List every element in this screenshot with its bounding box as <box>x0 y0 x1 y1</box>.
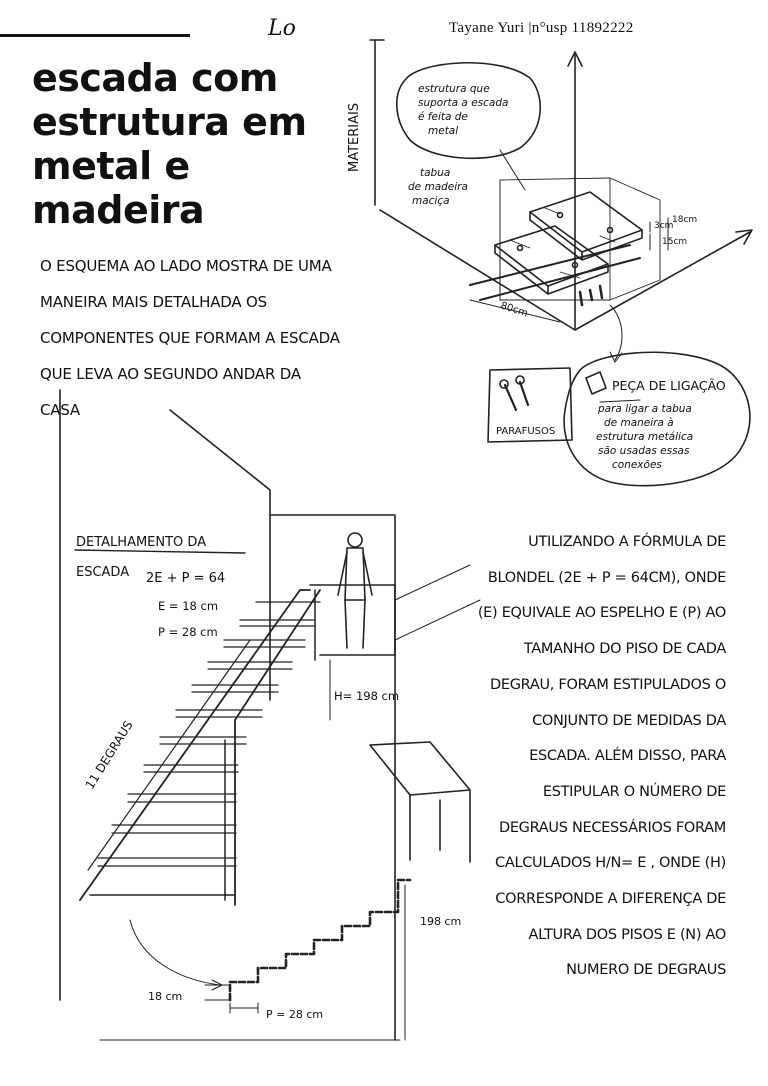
tread-dim-label: P = 28 cm <box>266 1008 324 1021</box>
dim-18cm: 18cm <box>672 215 698 225</box>
connector-note-line-2: de maneira à <box>604 417 674 429</box>
stair-perspective-sketch <box>60 390 480 1040</box>
dim-80cm: 80cm <box>499 300 530 320</box>
wall-back <box>270 515 395 1040</box>
bench <box>370 742 470 795</box>
note-structure-line-4: metal <box>428 125 459 137</box>
note-wood-line-1: tabua <box>420 167 451 179</box>
wood-treads <box>495 192 642 294</box>
steps-label: 11 DEGRAUS <box>82 718 136 792</box>
e-value-label: E = 18 cm <box>158 599 219 613</box>
connector-note-line-1: para ligar a tabua <box>598 403 692 415</box>
person-figure <box>338 533 372 648</box>
detail-title-line-2: ESCADA <box>76 565 130 580</box>
upper-landing <box>310 585 395 655</box>
wall-roof-left <box>170 410 270 700</box>
note-structure-line-2: suporta a escada <box>418 97 509 109</box>
svg-text:tabua de madeira maciç <box>408 167 471 207</box>
formula-label: 2E + P = 64 <box>146 571 226 586</box>
author-credit: Tayane Yuri |n°usp 11892222 <box>449 20 634 36</box>
connector-note-line-5: conexões <box>612 459 662 471</box>
connector-note-line-4: são usadas essas <box>598 445 690 457</box>
svg-text:para ligar a tabua de mane <box>596 403 697 471</box>
connector-piece-icon <box>586 372 606 394</box>
connector-note-line-3: estrutura metálica <box>596 431 694 443</box>
note-structure-line-1: estrutura que <box>418 83 490 95</box>
page-title: escada com estrutura em metal e madeira <box>32 56 307 232</box>
connector-title: PEÇA DE LIGAÇÃO <box>612 378 726 393</box>
blondel-paragraph: UTILIZANDO A FÓRMULA DE BLONDEL (2E + P = 64CM), ONDE (E) EQUIVALE AO ESPELHO E (P) AO TAMANHO DO PISO DE CADA DEGRAU, FORAM ESTIPULADOS O CONJUNTO DE MEDIDAS DA ESCADA. ALÉM DISSO, PARA ESTIPULAR O NÚMERO DE DEGRAUS NECESSÁRIOS FORAM CALCULADOS H/N= E , ONDE (H) CORRESPONDE A DIFERENÇA DE ALTURA DOS PISOS E (N) AO NUMERO DE DEGRAUS <box>477 534 726 979</box>
dim-3cm: 3cm <box>654 221 674 231</box>
height-label: H= 198 cm <box>334 689 400 703</box>
note-wood-line-2: de madeira <box>408 181 468 193</box>
riser-dim-label: 18 cm <box>148 990 183 1003</box>
screws-label: PARAFUSOS <box>496 426 556 437</box>
height-side-label: 198 cm <box>420 915 462 928</box>
p-value-label: P = 28 cm <box>158 625 218 639</box>
screws-icon <box>505 382 528 410</box>
note-wood-line-3: maciça <box>412 195 450 207</box>
detail-title-line-1: DETALHAMENTO DA <box>76 535 207 550</box>
section-profile <box>230 880 410 1000</box>
note-structure-line-3: é feita de <box>418 111 468 123</box>
intro-paragraph: O ESQUEMA AO LADO MOSTRA DE UMA MANEIRA MAIS DETALHADA OS COMPONENTES QUE FORMAM A ESCADA QUE LEVA AO SEGUNDO ANDAR DA CASA <box>40 257 340 419</box>
stair-stringer-right <box>235 590 320 905</box>
axis-diagonals <box>380 210 750 330</box>
dim-15cm: 15cm <box>662 237 688 247</box>
page-number: Lo <box>268 16 296 41</box>
materials-label: MATERIAIS <box>347 102 362 172</box>
svg-text:estrutura que suporta a es <box>418 83 512 137</box>
